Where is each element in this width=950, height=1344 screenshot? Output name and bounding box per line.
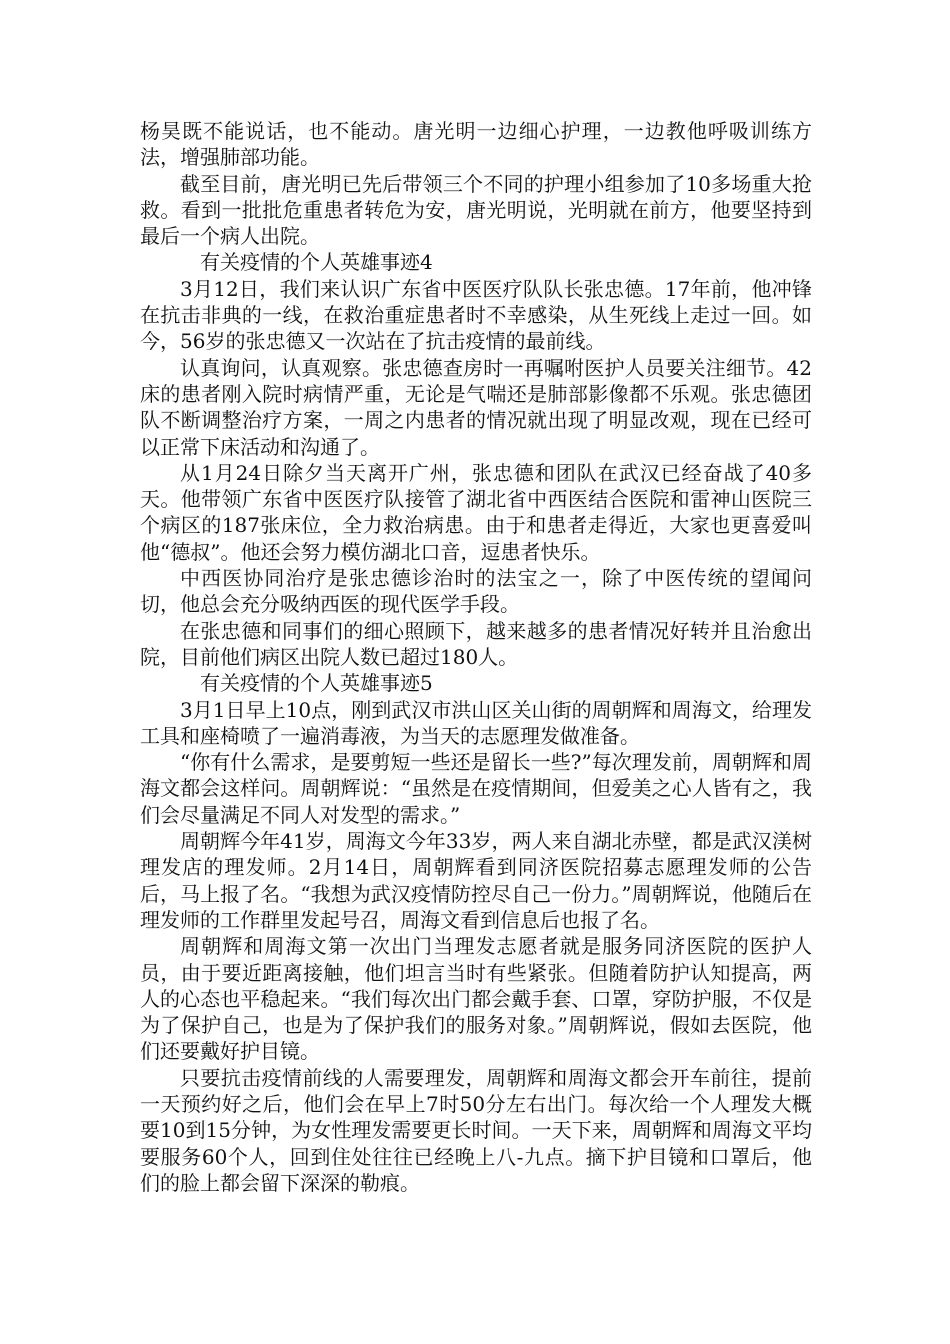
paragraph: 在张忠德和同事们的细心照顾下，越来越多的患者情况好转并且治愈出院，目前他们病区出院人数已超过180人。 <box>140 618 812 669</box>
document-page <box>140 118 812 1196</box>
paragraph: 中西医协同治疗是张忠德诊治时的法宝之一，除了中医传统的望闻问切，他总会充分吸纳西医的现代医学手段。 <box>140 566 812 617</box>
section-heading: 有关疫情的个人英雄事迹4 <box>200 250 433 275</box>
paragraph: 周朝辉和周海文第一次出门当理发志愿者就是服务同济医院的医护人员，由于要近距离接触，他们坦言当时有些紧张。但随着防护认知提高，两人的心态也平稳起来。“我们每次出门都会戴手套、口罩，穿防护服，不仅是为了保护自己，也是为了保护我们的服务对象。”周朝辉说，假如去医院，他们还要戴好护目镜。 <box>140 934 812 1064</box>
paragraph: 周朝辉今年41岁，周海文今年33岁，两人来自湖北赤壁，都是武汉渼树理发店的理发师。2月14日，周朝辉看到同济医院招募志愿理发师的公告后，马上报了名。“我想为武汉疫情防控尽自己一份力。”周朝辉说，他随后在理发师的工作群里发起号召，周海文看到信息后也报了名。 <box>140 829 812 932</box>
paragraph: 从1月24日除夕当天离开广州，张忠德和团队在武汉已经奋战了40多天。他带领广东省中医医疗队接管了湖北省中西医结合医院和雷神山医院三个病区的187张床位，全力救治病患。由于和患者走得近，大家也更喜爱叫他“德叔”。他还会努力模仿湖北口音，逗患者快乐。 <box>140 460 812 564</box>
paragraph: 认真询问，认真观察。张忠德查房时一再嘱咐医护人员要关注细节。42床的患者刚入院时病情严重，无论是气喘还是肺部影像都不乐观。张忠德团队不断调整治疗方案，一周之内患者的情况就出现了明显改观，现在已经可以正常下床活动和沟通了。 <box>140 355 812 459</box>
paragraph: 截至目前，唐光明已先后带领三个不同的护理小组参加了10多场重大抢救。看到一批批危重患者转危为安，唐光明说，光明就在前方，他要坚持到最后一个病人出院。 <box>140 171 812 249</box>
paragraph: 3月1日早上10点，刚到武汉市洪山区关山街的周朝辉和周海文，给理发工具和座椅喷了一遍消毒液，为当天的志愿理发做准备。 <box>140 697 812 748</box>
paragraph: 杨昊既不能说话，也不能动。唐光明一边细心护理，一边教他呼吸训练方法，增强肺部功能。 <box>140 119 812 170</box>
section-heading: 有关疫情的个人英雄事迹5 <box>200 671 433 696</box>
paragraph: 3月12日，我们来认识广东省中医医疗队队长张忠德。17年前，他冲锋在抗击非典的一线，在救治重症患者时不幸感染，从生死线上走过一回。如今，56岁的张忠德又一次站在了抗击疫情的最前线。 <box>140 276 812 354</box>
paragraph: 只要抗击疫情前线的人需要理发，周朝辉和周海文都会开车前往，提前一天预约好之后，他们会在早上7时50分左右出门。每次给一个人理发大概要10到15分钟，为女性理发需要更长时间。一天下来，周朝辉和周海文平均要服务60个人，回到住处往往已经晚上八-九点。摘下护目镜和口罩后，他们的脸上都会留下深深的勒痕。 <box>140 1065 812 1195</box>
paragraph: “你有什么需求，是要剪短一些还是留长一些?”每次理发前，周朝辉和周海文都会这样问。周朝辉说：“虽然是在疫情期间，但爱美之心人皆有之，我们会尽量满足不同人对发型的需求。” <box>140 750 812 827</box>
